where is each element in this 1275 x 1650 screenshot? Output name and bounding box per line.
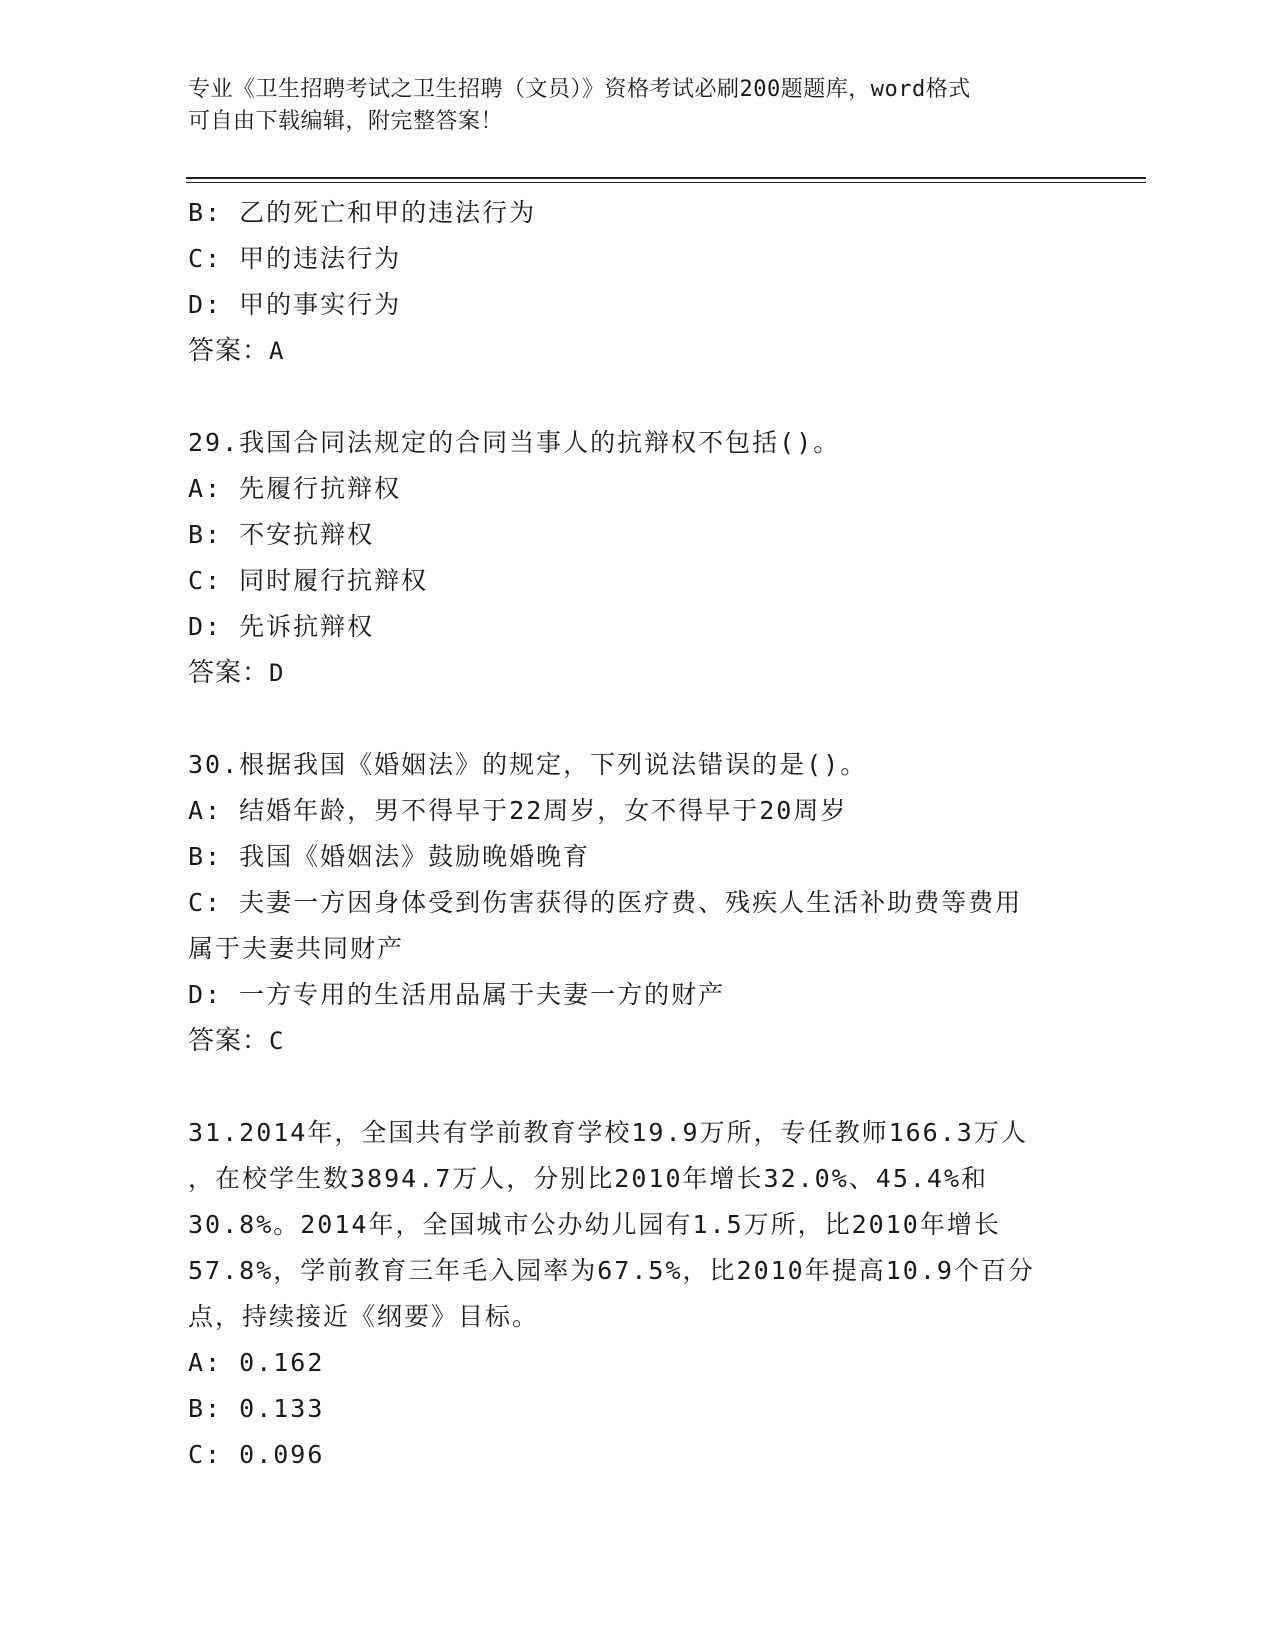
document-header: [188, 74, 1088, 138]
question-text: 29.我国合同法规定的合同当事人的抗辩权不包括()。: [188, 428, 841, 457]
option-c: C: 0.096: [188, 1440, 325, 1469]
option-a: A: 0.162: [188, 1348, 325, 1377]
option-c-line-1: C: 夫妻一方因身体受到伤害获得的医疗费、残疾人生活补助费等费用: [188, 888, 1023, 917]
option-b: B: 乙的死亡和甲的违法行为: [188, 198, 537, 227]
answer-value: D: [269, 659, 285, 687]
question-text: 30.根据我国《婚姻法》的规定，下列说法错误的是()。: [188, 750, 868, 779]
question-28-block: [188, 190, 1088, 374]
question-31-block: [188, 1110, 1088, 1478]
answer-label: 答案：: [188, 336, 270, 366]
answer-value: C: [269, 1027, 285, 1055]
answer-label: 答案：: [188, 658, 270, 688]
option-b: B: 我国《婚姻法》鼓励晚婚晚育: [188, 842, 591, 871]
answer-value: A: [269, 337, 285, 365]
answer-line: [188, 328, 1088, 374]
question-line-4: 57.8%，学前教育三年毛入园率为67.5%，比2010年提高10.9个百分: [188, 1256, 1035, 1285]
option-b: B: 0.133: [188, 1394, 325, 1423]
answer-label: 答案：: [188, 1026, 270, 1056]
answer-line: [188, 1018, 1088, 1064]
question-line-2: ，在校学生数3894.7万人，分别比2010年增长32.0%、45.4%和: [188, 1164, 989, 1193]
option-a: A: 结婚年龄，男不得早于22周岁，女不得早于20周岁: [188, 796, 848, 825]
header-line-1: 专业《卫生招聘考试之卫生招聘（文员）》资格考试必刷200题题库，word格式: [188, 77, 971, 102]
header-rule-thick: [186, 177, 1146, 179]
question-30-block: [188, 742, 1088, 1064]
answer-line: [188, 650, 1088, 696]
option-c: C: 甲的违法行为: [188, 244, 402, 273]
option-b: B: 不安抗辩权: [188, 520, 375, 549]
question-line-3: 30.8%。2014年，全国城市公办幼儿园有1.5万所，比2010年增长: [188, 1210, 1001, 1239]
question-line-5: 点，持续接近《纲要》目标。: [188, 1302, 540, 1331]
option-c: C: 同时履行抗辩权: [188, 566, 429, 595]
document-body: [188, 190, 1088, 1478]
option-d: D: 先诉抗辩权: [188, 612, 375, 641]
header-line-2: 可自由下载编辑，附完整答案！: [188, 109, 504, 134]
header-rule-thin: [186, 182, 1146, 183]
option-a: A: 先履行抗辩权: [188, 474, 402, 503]
option-d: D: 一方专用的生活用品属于夫妻一方的财产: [188, 980, 726, 1009]
option-c-line-2: 属于夫妻共同财产: [188, 934, 405, 963]
question-line-1: 31.2014年，全国共有学前教育学校19.9万所，专任教师166.3万人: [188, 1118, 1028, 1147]
question-29-block: [188, 420, 1088, 696]
option-d: D: 甲的事实行为: [188, 290, 402, 319]
